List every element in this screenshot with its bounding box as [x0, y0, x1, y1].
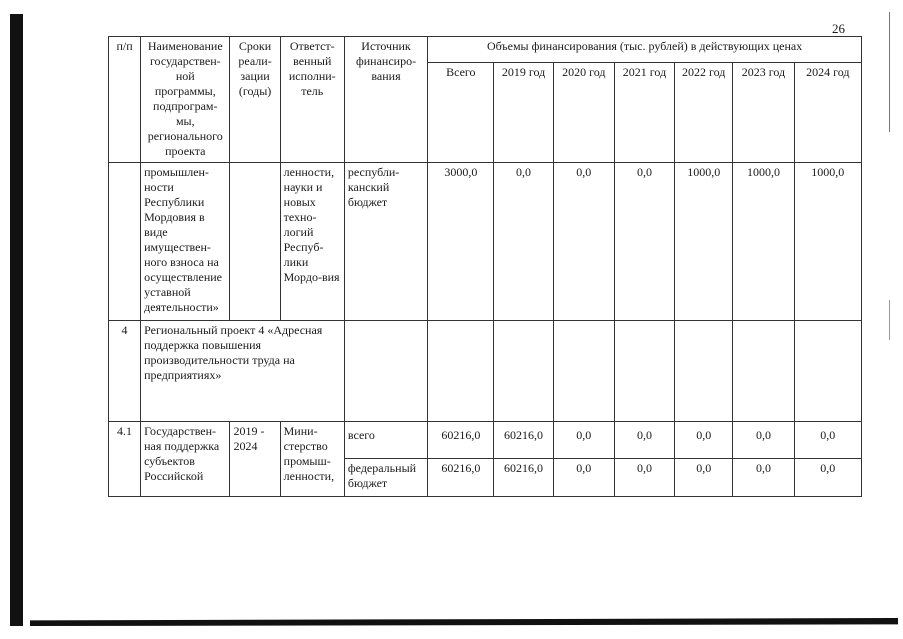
- header-year: 2021 год: [614, 63, 674, 163]
- header-row: [109, 37, 862, 63]
- row-source: республи-канский бюджет: [344, 163, 427, 321]
- row-num: 4.1: [109, 422, 141, 497]
- row-year-value: 0,0: [614, 163, 674, 321]
- row-year-value: 60216,0: [494, 459, 553, 497]
- row-executor: Мини-стерство промыш-ленности,: [280, 422, 344, 497]
- empty-cell: [344, 321, 427, 422]
- row-year-value: 0,0: [614, 422, 674, 459]
- row-year-value: 0,0: [553, 422, 614, 459]
- row-terms: [230, 163, 280, 321]
- empty-cell: [614, 321, 674, 422]
- row-year-value: 0,0: [553, 163, 614, 321]
- table-row: [109, 163, 862, 321]
- empty-cell: [494, 321, 553, 422]
- header-name: Наименование государствен-ной программы, подпрограм-мы, регионального проекта: [141, 37, 230, 163]
- header-year: 2024 год: [794, 63, 861, 163]
- scan-bottom-edge: [30, 618, 898, 626]
- row-year-value: 0,0: [614, 459, 674, 497]
- scan-right-mark: [889, 12, 890, 132]
- empty-cell: [428, 321, 494, 422]
- row-year-value: 1000,0: [733, 163, 794, 321]
- page-number: 26: [832, 21, 845, 36]
- table-row: [109, 321, 862, 422]
- empty-cell: [553, 321, 614, 422]
- empty-cell: [675, 321, 733, 422]
- row-total: 60216,0: [428, 459, 494, 497]
- scan-left-edge: [10, 14, 23, 626]
- table-row: [109, 422, 862, 459]
- empty-cell: [733, 321, 794, 422]
- row-year-value: 0,0: [794, 422, 861, 459]
- row-num: [109, 163, 141, 321]
- row-year-value: 1000,0: [794, 163, 861, 321]
- empty-cell: [794, 321, 861, 422]
- row-source: федеральный бюджет: [344, 459, 427, 497]
- row-executor: ленности, науки и новых техно-логий Респуб-лики Мордо-вия: [280, 163, 344, 321]
- row-terms: 2019 - 2024: [230, 422, 280, 497]
- row-num: 4: [109, 321, 141, 422]
- row-year-value: 0,0: [675, 422, 733, 459]
- row-year-value: 60216,0: [494, 422, 553, 459]
- scan-right-mark: [889, 300, 890, 340]
- header-num: п/п: [109, 37, 141, 163]
- row-total: 60216,0: [428, 422, 494, 459]
- header-year: 2023 год: [733, 63, 794, 163]
- row-total: 3000,0: [428, 163, 494, 321]
- header-terms: Сроки реали-зации (годы): [230, 37, 280, 163]
- header-year: 2019 год: [494, 63, 553, 163]
- row-year-value: 0,0: [675, 459, 733, 497]
- header-total: Всего: [428, 63, 494, 163]
- row-year-value: 1000,0: [675, 163, 733, 321]
- header-volumes: Объемы финансирования (тыс. рублей) в действующих ценах: [428, 37, 862, 63]
- row-year-value: 0,0: [794, 459, 861, 497]
- row-year-value: 0,0: [733, 422, 794, 459]
- project-title: Региональный проект 4 «Адресная поддержка повышения производительности труда на предприятиях»: [141, 321, 345, 422]
- financing-table: [108, 36, 862, 497]
- row-name: промышлен-ности Республики Мордовия в виде имуществен-ного взноса на осуществление уставной деятельности»: [141, 163, 230, 321]
- row-source: всего: [344, 422, 427, 459]
- row-year-value: 0,0: [494, 163, 553, 321]
- row-year-value: 0,0: [733, 459, 794, 497]
- row-name: Государствен-ная поддержка субъектов Российской: [141, 422, 230, 497]
- header-executor: Ответст-венный исполни-тель: [280, 37, 344, 163]
- row-year-value: 0,0: [553, 459, 614, 497]
- header-year: 2022 год: [675, 63, 733, 163]
- header-source: Источник финансиро-вания: [344, 37, 427, 163]
- header-year: 2020 год: [553, 63, 614, 163]
